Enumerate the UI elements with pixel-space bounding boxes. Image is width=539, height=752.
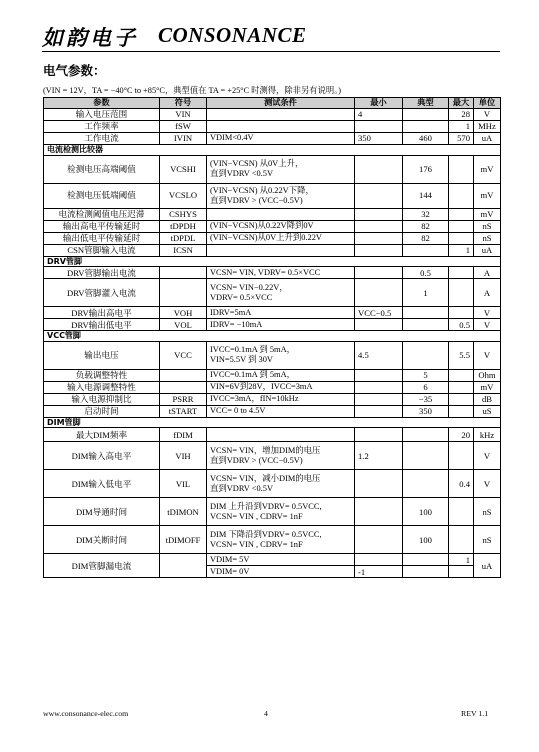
cell-unit: V	[474, 109, 501, 121]
cell-unit: MHz	[474, 121, 501, 133]
cell-cond: IDRV=5mA	[207, 307, 355, 319]
cell-cond: VDIM= 5V	[207, 554, 355, 566]
table-row	[44, 442, 501, 470]
cell-unit: uS	[474, 405, 501, 417]
table-row	[44, 133, 501, 145]
cell-sym: ICSN	[160, 244, 207, 256]
group-label: DIM管脚	[44, 417, 501, 428]
cell-param: 工作频率	[44, 121, 160, 133]
cell-max	[449, 183, 474, 208]
cell-cond: VCSN= VIN，增加DIM的电压 直到VDRV > (VCC−0.5V)	[207, 442, 355, 470]
table-row	[44, 554, 501, 566]
table-group-row	[44, 331, 501, 342]
cell-sym: VCSLO	[160, 183, 207, 208]
cell-cond: VCSN= VIN，减小DIM的电压 直到VDRV <0.5V	[207, 470, 355, 498]
cell-typ: 32	[403, 208, 449, 220]
cell-max	[449, 405, 474, 417]
footer-url: www.consonance-elec.com	[43, 709, 129, 718]
cell-min	[355, 381, 403, 393]
cell-unit: mV	[474, 183, 501, 208]
cell-unit: nS	[474, 220, 501, 232]
cell-unit: V	[474, 470, 501, 498]
cell-max	[449, 498, 474, 526]
cell-max	[449, 442, 474, 470]
header-unit: 单位	[474, 98, 501, 109]
cell-unit: V	[474, 442, 501, 470]
cell-min	[355, 208, 403, 220]
cell-min: 4.5	[355, 341, 403, 369]
cell-sym: tDIMOFF	[160, 526, 207, 554]
cell-max: 1	[449, 121, 474, 133]
cell-max	[449, 220, 474, 232]
cell-unit: A	[474, 279, 501, 307]
header-condition: 测试条件	[207, 98, 355, 109]
cell-param: 工作电流	[44, 133, 160, 145]
cell-param: DRV输出低电平	[44, 319, 160, 331]
cell-cond	[207, 109, 355, 121]
table-header-row	[44, 98, 501, 109]
cell-sym	[160, 381, 207, 393]
header-typ: 典型	[403, 98, 449, 109]
table-group-row	[44, 145, 501, 156]
cell-unit: A	[474, 267, 501, 279]
cell-param: DIM输入低电平	[44, 470, 160, 498]
table-row	[44, 244, 501, 256]
table-row	[44, 109, 501, 121]
cell-cond: VDIM= 0V	[207, 566, 355, 578]
cell-param: 启动时间	[44, 405, 160, 417]
table-row	[44, 279, 501, 307]
cell-min	[355, 369, 403, 381]
cell-cond: (VIN−VCSN) 从0V上升， 直到VDRV <0.5V	[207, 155, 355, 183]
cell-param: DRV管脚输出电流	[44, 267, 160, 279]
cell-param: DIM关断时间	[44, 526, 160, 554]
cell-cond: DIM 下降沿到VDRV= 0.5VCC, VCSN= VIN , CDRV= 1nF	[207, 526, 355, 554]
cell-max	[449, 155, 474, 183]
cell-min	[355, 155, 403, 183]
cell-cond: DIM 上升沿到VDRV= 0.5VCC, VCSN= VIN , CDRV= 1nF	[207, 498, 355, 526]
cell-param: 电流检测阈值电压迟滞	[44, 208, 160, 220]
cell-typ: 0.5	[403, 267, 449, 279]
cell-min	[355, 121, 403, 133]
electrical-parameters-table	[43, 97, 501, 578]
cell-typ: 82	[403, 232, 449, 244]
brand-chinese: 如韵电子	[42, 25, 138, 50]
cell-typ: 460	[403, 133, 449, 145]
cell-min	[355, 244, 403, 256]
cell-min: -1	[355, 566, 403, 578]
cell-cond: (VIN−VCSN)从0.22V降到0V	[207, 220, 355, 232]
cell-max: 28	[449, 109, 474, 121]
cell-sym: CSHYS	[160, 208, 207, 220]
table-row	[44, 470, 501, 498]
cell-typ	[403, 428, 449, 442]
cell-unit: mV	[474, 381, 501, 393]
section-title: 电气参数：	[43, 63, 106, 78]
group-label: DRV管脚	[44, 256, 501, 267]
cell-sym: tDPDH	[160, 220, 207, 232]
group-label: VCC管脚	[44, 331, 501, 342]
table-row	[44, 307, 501, 319]
cell-max: 570	[449, 133, 474, 145]
table-row	[44, 341, 501, 369]
cell-cond: (VIN−VCSN)从0V上升到0.22V	[207, 232, 355, 244]
footer-page-number: 4	[264, 709, 268, 718]
cell-cond: IDRV= −10mA	[207, 319, 355, 331]
cell-min	[355, 267, 403, 279]
cell-typ: −35	[403, 393, 449, 405]
cell-sym: VOH	[160, 307, 207, 319]
cell-cond	[207, 244, 355, 256]
cell-param: 输入电源调整特性	[44, 381, 160, 393]
cell-typ: 100	[403, 526, 449, 554]
cell-sym	[160, 554, 207, 578]
cell-min: 350	[355, 133, 403, 145]
cell-unit: V	[474, 319, 501, 331]
table-row	[44, 405, 501, 417]
cell-param: 输入电压范围	[44, 109, 160, 121]
cell-unit: Ohm	[474, 369, 501, 381]
cell-param: 输出低电平传输延时	[44, 232, 160, 244]
cell-min: VCC−0.5	[355, 307, 403, 319]
cell-param: DIM管脚漏电流	[44, 554, 160, 578]
cell-sym: fDIM	[160, 428, 207, 442]
table-row	[44, 393, 501, 405]
cell-typ	[403, 244, 449, 256]
table-row	[44, 208, 501, 220]
cell-max	[449, 208, 474, 220]
cell-sym: PSRR	[160, 393, 207, 405]
cell-max	[449, 279, 474, 307]
header-divider	[42, 51, 500, 52]
table-row	[44, 267, 501, 279]
cell-typ	[403, 121, 449, 133]
cell-min	[355, 393, 403, 405]
table-group-row	[44, 417, 501, 428]
cell-sym: VIL	[160, 470, 207, 498]
table-row	[44, 183, 501, 208]
page-header	[42, 22, 500, 52]
cell-typ: 100	[403, 498, 449, 526]
table-row	[44, 155, 501, 183]
table-row	[44, 232, 501, 244]
cell-unit: V	[474, 341, 501, 369]
cell-sym	[160, 369, 207, 381]
table-row	[44, 369, 501, 381]
cell-typ	[403, 554, 449, 566]
cell-max	[449, 232, 474, 244]
cell-min	[355, 319, 403, 331]
cell-param: 输入电源抑制比	[44, 393, 160, 405]
table-row	[44, 428, 501, 442]
cell-max	[449, 381, 474, 393]
cell-unit: V	[474, 307, 501, 319]
cell-cond: VCSN= VIN, VDRV= 0.5×VCC	[207, 267, 355, 279]
cell-cond	[207, 428, 355, 442]
cell-max	[449, 393, 474, 405]
cell-unit: uA	[474, 554, 501, 578]
cell-param: 输出高电平传输延时	[44, 220, 160, 232]
cell-cond: IVCC=0.1mA 到 5mA， VIN=5.5V 到 30V	[207, 341, 355, 369]
cell-unit: nS	[474, 498, 501, 526]
cell-sym: VOL	[160, 319, 207, 331]
cell-cond: VCC= 0 to 4.5V	[207, 405, 355, 417]
cell-unit: mV	[474, 208, 501, 220]
cell-cond: VDIM<0.4V	[207, 133, 355, 145]
table-group-row	[44, 256, 501, 267]
header-min: 最小	[355, 98, 403, 109]
cell-param: DIM导通时间	[44, 498, 160, 526]
cell-max: 1	[449, 244, 474, 256]
footer-revision: REV 1.1	[461, 709, 489, 718]
cell-sym	[160, 267, 207, 279]
cell-sym: VCC	[160, 341, 207, 369]
cell-sym: IVIN	[160, 133, 207, 145]
cell-min	[355, 554, 403, 566]
cell-sym: VCSHI	[160, 155, 207, 183]
cell-typ	[403, 442, 449, 470]
cell-cond: VIN=6V到28V，IVCC=3mA	[207, 381, 355, 393]
cell-min	[355, 428, 403, 442]
cell-unit: uA	[474, 133, 501, 145]
cell-typ	[403, 307, 449, 319]
cell-max	[449, 267, 474, 279]
table-row	[44, 381, 501, 393]
brand-english: CONSONANCE	[158, 23, 307, 47]
cell-typ: 5	[403, 369, 449, 381]
cell-cond: VCSN= VIN−0.22V， VDRV= 0.5×VCC	[207, 279, 355, 307]
cell-sym: tSTART	[160, 405, 207, 417]
table-row	[44, 220, 501, 232]
cell-min: 4	[355, 109, 403, 121]
cell-max	[449, 526, 474, 554]
cell-typ	[403, 566, 449, 578]
header-param: 参数	[44, 98, 160, 109]
cell-max: 20	[449, 428, 474, 442]
cell-sym: VIH	[160, 442, 207, 470]
cell-max: 5.5	[449, 341, 474, 369]
cell-min	[355, 405, 403, 417]
cell-typ	[403, 470, 449, 498]
table-row	[44, 498, 501, 526]
cell-max	[449, 307, 474, 319]
cell-typ: 6	[403, 381, 449, 393]
cell-cond: IVCC=3mA，fIN=10kHz	[207, 393, 355, 405]
cell-typ: 144	[403, 183, 449, 208]
cell-param: DRV输出高电平	[44, 307, 160, 319]
header-max: 最大	[449, 98, 474, 109]
cell-min	[355, 526, 403, 554]
table-row	[44, 319, 501, 331]
cell-min	[355, 220, 403, 232]
cell-typ: 176	[403, 155, 449, 183]
table-row	[44, 121, 501, 133]
cell-max: 1	[449, 554, 474, 566]
cell-min	[355, 279, 403, 307]
cell-cond	[207, 121, 355, 133]
cell-min	[355, 498, 403, 526]
cell-cond: (VIN−VCSN) 从0.22V下降， 直到VDRV > (VCC−0.5V)	[207, 183, 355, 208]
cell-unit: mV	[474, 155, 501, 183]
cell-param: DRV管脚灌入电流	[44, 279, 160, 307]
cell-param: 检测电压低端阈值	[44, 183, 160, 208]
cell-typ	[403, 319, 449, 331]
cell-param: 最大DIM频率	[44, 428, 160, 442]
cell-sym: tDIMON	[160, 498, 207, 526]
cell-typ: 350	[403, 405, 449, 417]
cell-cond: IVCC=0.1mA 到 5mA，	[207, 369, 355, 381]
cell-sym: tDPDL	[160, 232, 207, 244]
cell-max: 0.4	[449, 470, 474, 498]
cell-param: DIM输入高电平	[44, 442, 160, 470]
cell-max	[449, 369, 474, 381]
cell-param: 输出电压	[44, 341, 160, 369]
cell-min: 1.2	[355, 442, 403, 470]
cell-param: CSN管脚输入电流	[44, 244, 160, 256]
cell-sym	[160, 279, 207, 307]
cell-cond	[207, 208, 355, 220]
cell-sym: VIN	[160, 109, 207, 121]
group-label: 电流检测比较器	[44, 145, 501, 156]
cell-unit: kHz	[474, 428, 501, 442]
header-symbol: 符号	[160, 98, 207, 109]
cell-min	[355, 470, 403, 498]
cell-typ	[403, 109, 449, 121]
table-row	[44, 526, 501, 554]
cell-unit: nS	[474, 526, 501, 554]
cell-sym: fSW	[160, 121, 207, 133]
test-conditions-note: (VIN = 12V，TA = −40°C to +85°C，典型值在 TA = +25°C 时测得，除非另有说明。)	[43, 86, 342, 95]
cell-typ: 82	[403, 220, 449, 232]
cell-unit: uA	[474, 244, 501, 256]
cell-min	[355, 183, 403, 208]
cell-max: 0.5	[449, 319, 474, 331]
cell-unit: dB	[474, 393, 501, 405]
cell-unit: nS	[474, 232, 501, 244]
cell-typ: 1	[403, 279, 449, 307]
cell-param: 检测电压高端阈值	[44, 155, 160, 183]
cell-min	[355, 232, 403, 244]
cell-param: 负载调整特性	[44, 369, 160, 381]
cell-max	[449, 566, 474, 578]
cell-typ	[403, 341, 449, 369]
